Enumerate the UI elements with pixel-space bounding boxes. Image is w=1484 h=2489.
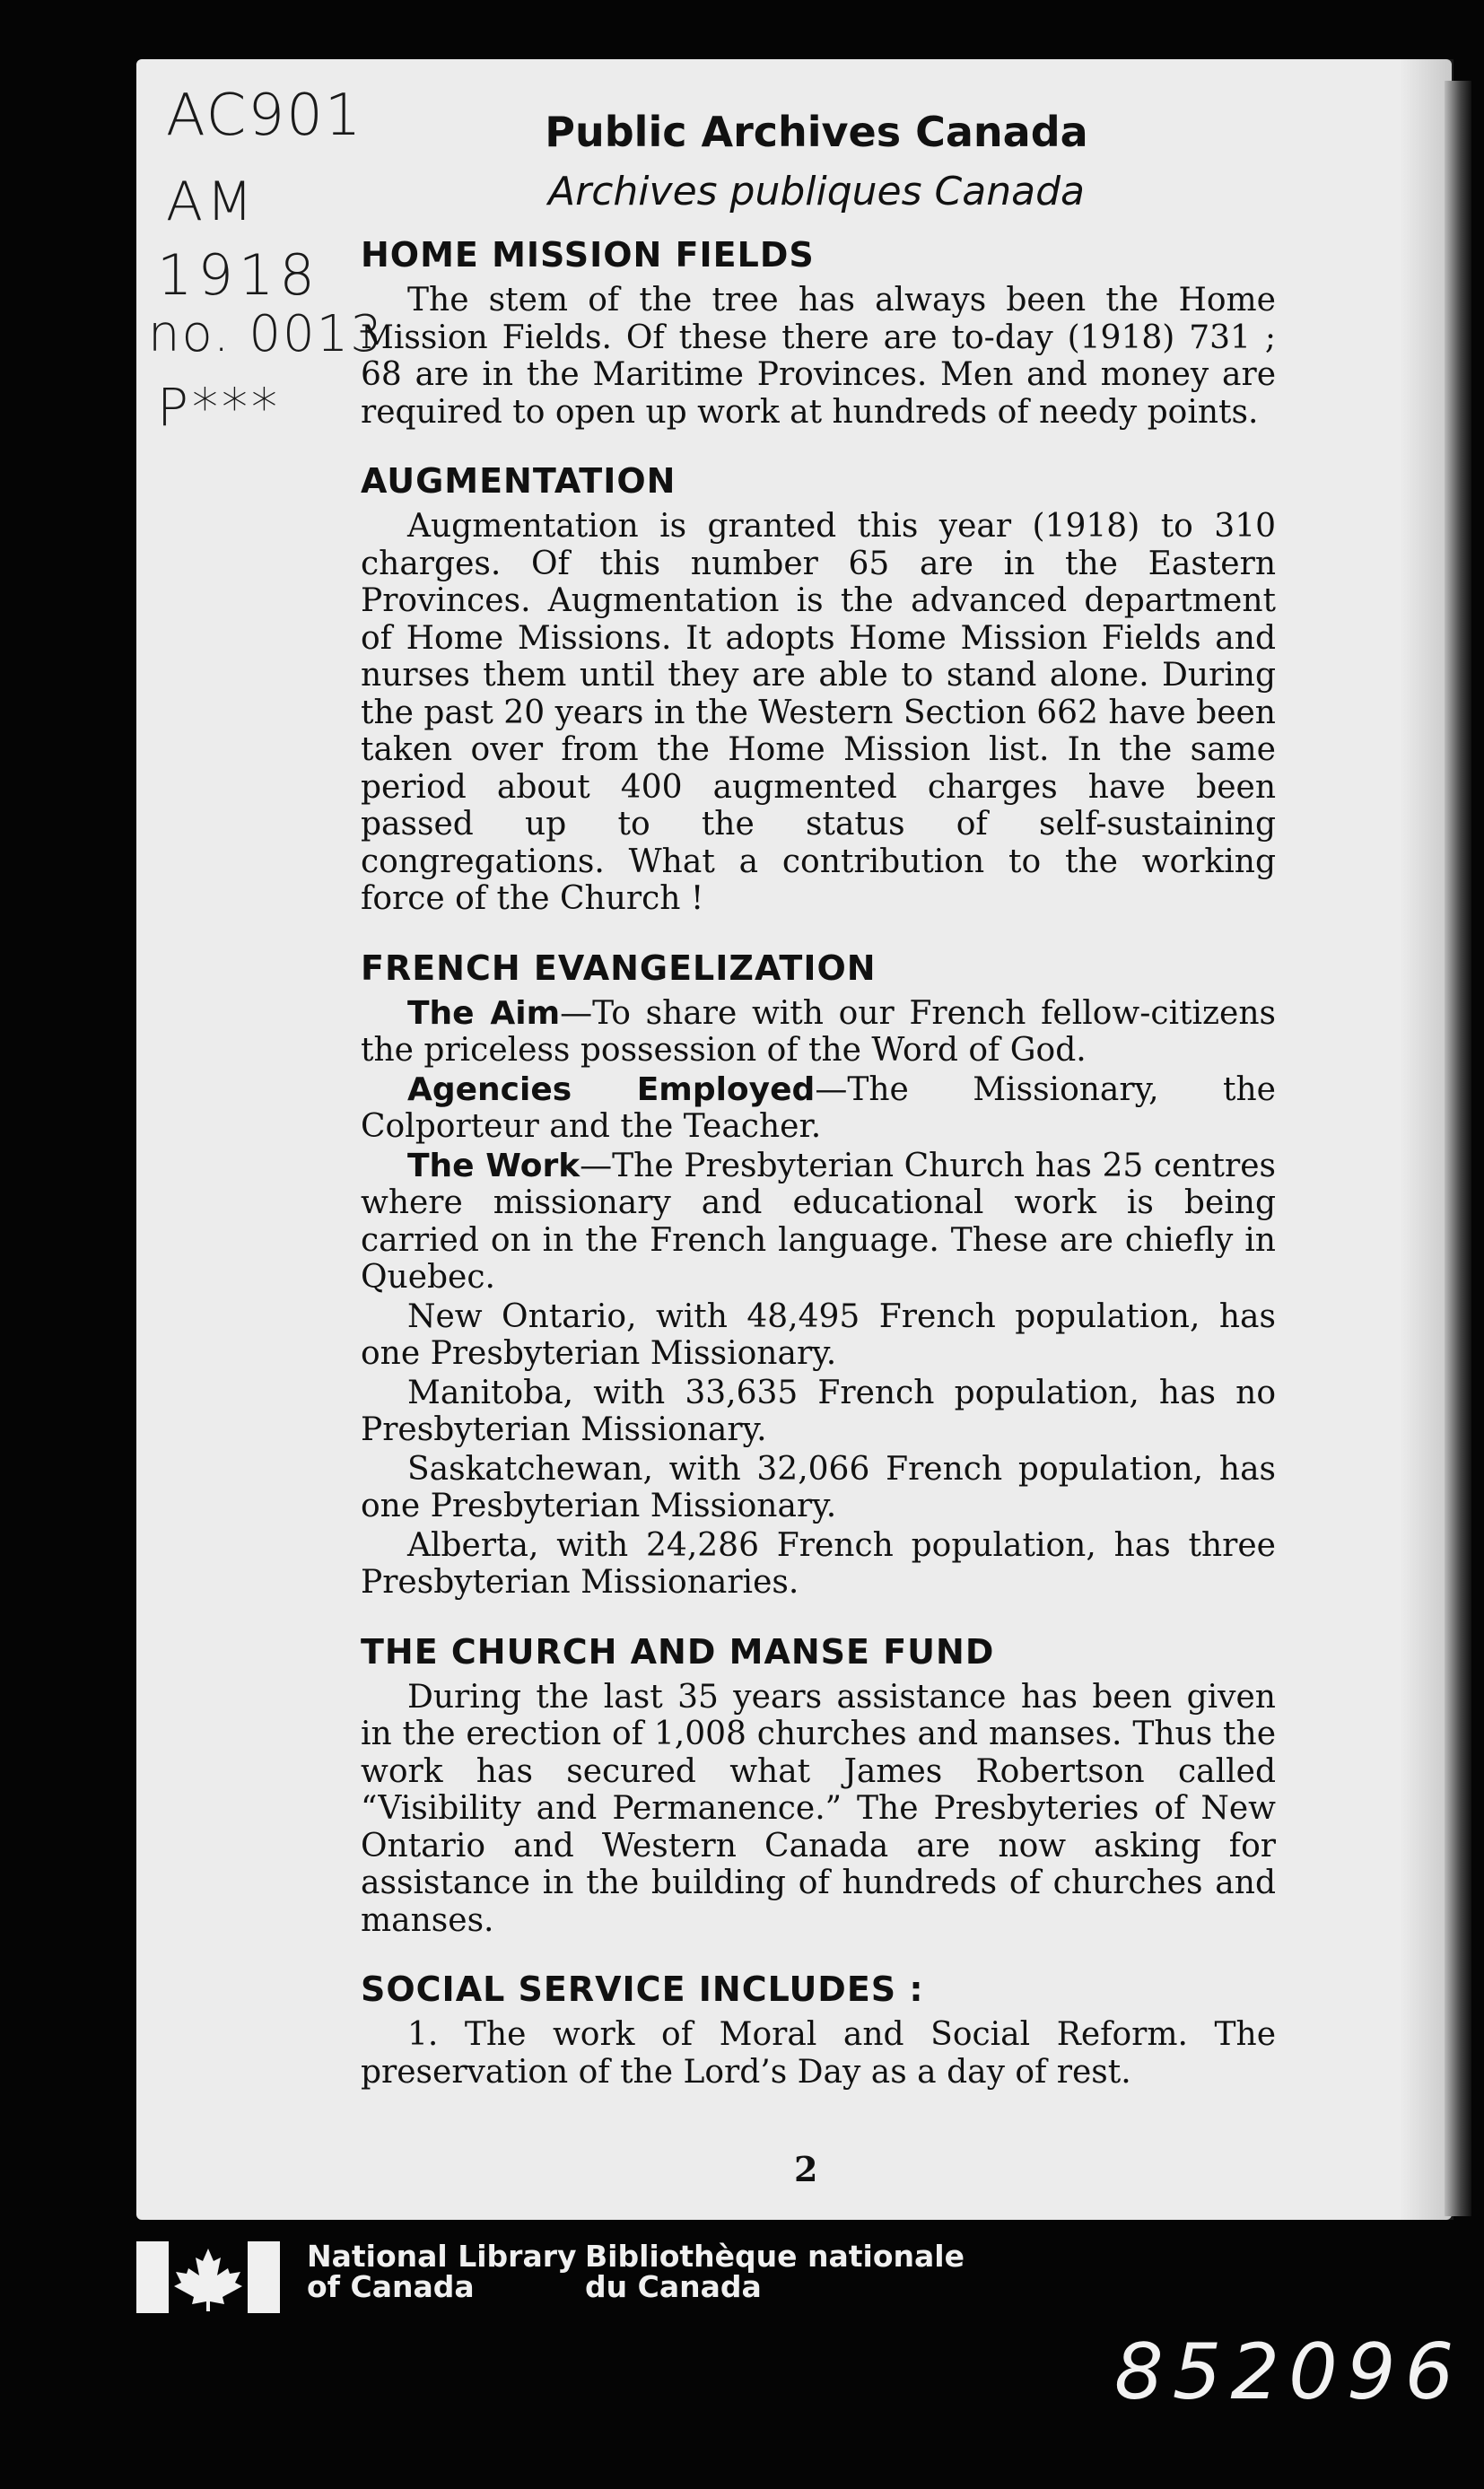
canada-flag-icon [136,2241,280,2313]
archives-stamp-english: Public Archives Canada [545,108,1088,156]
library-name-line: of Canada [307,2269,475,2304]
section-augmentation [361,458,1276,918]
accession-number: 852096 [1114,2327,1463,2417]
section-heading: SOCIAL SERVICE INCLUDES : [361,1969,924,2009]
handwritten-call-number: AC901 [166,83,363,149]
paragraph: 1. The work of Moral and Social Reform. The preservation of the Lord’s Day as a day of rest. [361,2016,1276,2091]
section-heading: FRENCH EVANGELIZATION [361,948,877,988]
page-number: 2 [794,2149,818,2189]
section-church-manse-fund [361,1629,1276,1940]
national-library-french [585,2241,965,2302]
paragraph-text: —The Missionary, the Colporteur and the Teacher. [361,1070,1276,1145]
paragraph-saskatchewan: Saskatchewan, with 32,066 French population, has one Presbyterian Missionary. [361,1450,1276,1524]
library-name-line: Bibliothèque nationale [585,2239,965,2274]
paragraph-alberta: Alberta, with 24,286 French population, has three Presbyterian Missionaries. [361,1526,1276,1601]
section-heading: THE CHURCH AND MANSE FUND [361,1631,995,1672]
paragraph-manitoba: Manitoba, with 33,635 French population, has no Presbyterian Missionary. [361,1374,1276,1448]
paragraph: During the last 35 years assistance has been given in the erection of 1,008 churches and manses. Thus the work has secured what James Robertson called “Visibility and Permanence.” The Presbyteries of New Ontario and Western Canada are now asking for assistance in the building of hundreds of churches and manses. [361,1678,1276,1939]
paragraph-text: —The Presbyterian Church has 25 centres where missionary and educational work is being carried on in the French language. These are chiefly in Quebec. [361,1147,1276,1296]
section-home-mission [361,231,1276,431]
section-heading: HOME MISSION FIELDS [361,235,815,275]
national-library-english [307,2241,577,2302]
paragraph: The stem of the tree has always been the Home Mission Fields. Of these there are to-day (1918) 731 ; 68 are in the Maritime Provinces. Men and money are required to open up work at hundreds of needy points. [361,282,1276,431]
paragraph-text: —To share with our French fellow-citizens the priceless possession of the Word of God. [361,994,1276,1069]
section-social-service [361,1966,1276,2091]
run-in-heading: The Aim [407,994,561,1032]
section-heading: AUGMENTATION [361,461,677,501]
handwritten-item-number: no. 0013 [148,305,384,363]
paragraph: Augmentation is granted this year (1918) to 310 charges. Of this number 65 are in the Eastern Provinces. Augmentation is the advanced department of Home Missions. It adopts Home Mission Fields and nurses them until they are able to stand alone. During the past 20 years in the Western Section 662 have been taken over from the Home Mission list. In the same period about 400 augmented charges have been passed up to the status of self-sustaining congregations. What a contribution to the working force of the Church ! [361,508,1276,917]
handwritten-year: 1918 [157,242,320,308]
handwritten-mark: P*** [157,377,281,438]
library-name-line: National Library [307,2239,577,2274]
run-in-heading: The Work [407,1147,581,1184]
archives-stamp-french: Archives publiques Canada [548,169,1085,214]
library-footer [136,2220,1463,2489]
paragraph-ontario: New Ontario, with 48,495 French population, has one Presbyterian Missionary. [361,1297,1276,1372]
section-french-evangelization [361,945,1276,1602]
run-in-heading: Agencies Employed [407,1070,816,1108]
handwritten-collection: AM [166,170,257,233]
library-name-line: du Canada [585,2269,762,2304]
paragraph-work [361,1148,1276,1297]
paragraph-agencies [361,1071,1276,1146]
page-edge [1445,81,1471,2216]
paragraph-aim [361,995,1276,1070]
document-body [361,231,1276,2118]
